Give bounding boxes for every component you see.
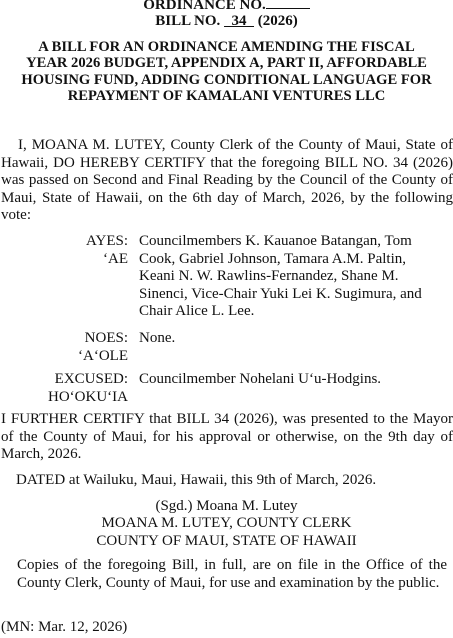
ordinance-label: ORDINANCE NO. (143, 0, 266, 13)
bill-number-value: 34 (231, 13, 247, 29)
signature-sgd: (Sgd.) Moana M. Lutey (155, 498, 298, 514)
signature-county: COUNTY OF MAUI, STATE OF HAWAII (96, 533, 357, 549)
bill-number-line (0, 13, 453, 29)
ordinance-number-line (0, 0, 453, 13)
further-certify-paragraph: I FURTHER CERTIFY that BILL 34 (2026), was presented to the Mayor of the County of Maui, for his approval or otherwise, on the 9th day of March, 2026. (1, 411, 453, 462)
ayes-label: AYES: (86, 233, 128, 249)
noes-members: None. (139, 330, 176, 346)
certification-paragraph: I, MOANA M. LUTEY, County Clerk of the County of Maui, State of Hawaii, DO HEREBY CERTIFY that the foregoing BILL NO. 34 (2026) was passed on Second and Final Reading by the Council of the County of Maui, State of Hawaii, on the 6th day of March, 2026, by the following vote: (1, 137, 453, 223)
ayes-hawaiian-label: ‘AE (103, 250, 128, 267)
excused-label-block (0, 371, 128, 406)
publication-date: (MN: Mar. 12, 2026) (1, 619, 128, 635)
bill-year: (2026) (257, 13, 298, 29)
noes-hawaiian-label: ‘A‘OLE (78, 347, 128, 364)
ayes-members: Councilmembers K. Kauanoe Batangan, Tom Cook, Gabriel Johnson, Tamara A.M. Paltin, Keani N. W. Rawlins-Fernandez, Shane M. Sinenci, Vice-Chair Yuki Lei K. Sugimura, and Chair Alice L. Lee. (139, 233, 422, 319)
bill-title: A BILL FOR AN ORDINANCE AMENDING THE FISCAL YEAR 2026 BUDGET, APPENDIX A, PART II, AFFORDABLE HOUSING FUND, ADDING CONDITIONAL LANGUAGE FOR REPAYMENT OF KAMALANI VENTURES LLC (21, 39, 432, 104)
excused-members: Councilmember Nohelani U‘u-Hodgins. (139, 371, 382, 387)
noes-label: NOES: (84, 330, 128, 346)
noes-label-block (0, 330, 128, 365)
bill-prefix: BILL NO. (155, 13, 221, 29)
excused-label: EXCUSED: (54, 371, 128, 387)
ayes-label-block (0, 233, 128, 268)
copies-note: Copies of the foregoing Bill, in full, are on file in the Office of the County Clerk, County of Maui, for use and examination by the public. (17, 557, 447, 591)
dated-line: DATED at Wailuku, Maui, Hawaii, this 9th of March, 2026. (16, 472, 377, 488)
signature-name-title: MOANA M. LUTEY, COUNTY CLERK (101, 515, 352, 531)
ordinance-number-blank (266, 0, 310, 9)
excused-hawaiian-label: HO‘OKU‘IA (48, 388, 128, 405)
bill-number (224, 13, 254, 29)
